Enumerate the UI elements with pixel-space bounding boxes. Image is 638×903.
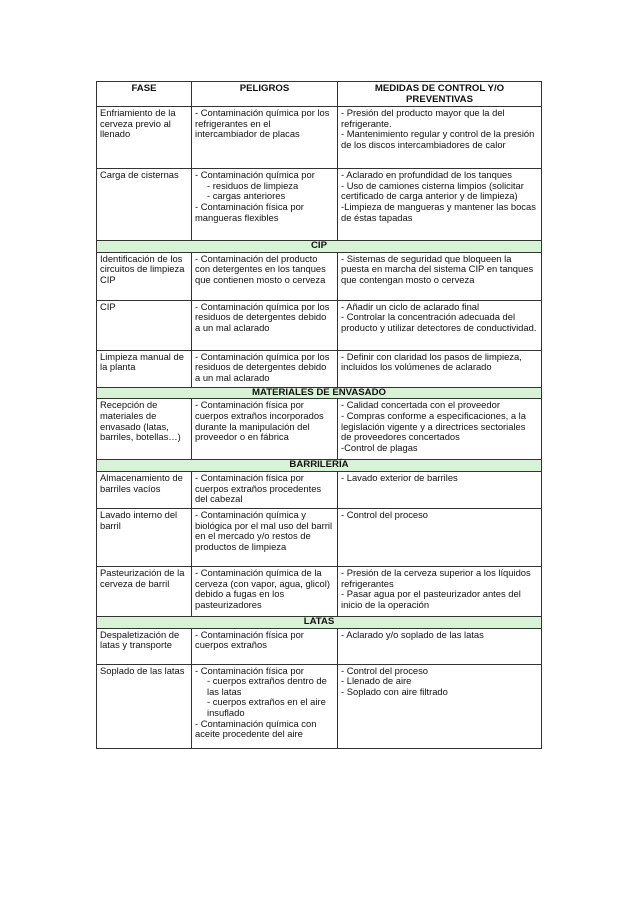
section-row <box>97 460 542 472</box>
table-row <box>97 566 542 616</box>
table-row <box>97 664 542 748</box>
table-row <box>97 508 542 566</box>
cell-peligros: - Contaminación química por los refrigerantes en el intercambiador de placas <box>192 107 338 169</box>
table-row <box>97 399 542 460</box>
table-header-row <box>97 82 542 107</box>
cell-medidas: - Añadir un ciclo de aclarado final - Controlar la concentración adecuada del producto y utilizar detectores de conductividad. <box>338 300 542 350</box>
cell-peligros: - Contaminación física por cuerpos extraños <box>192 628 338 664</box>
table-row <box>97 252 542 300</box>
cell-peligros: - Contaminación física por cuerpos extraños procedentes del cabezal <box>192 471 338 508</box>
cell-fase: Recepción de materiales de envasado (latas, barriles, botellas…) <box>97 399 192 460</box>
section-title: CIP <box>97 241 542 253</box>
cell-peligros: - Contaminación química y biológica por el mal uso del barril en el mercado y/o restos de productos de limpieza <box>192 508 338 566</box>
header-peligros: PELIGROS <box>192 82 338 107</box>
cell-peligros: - Contaminación química por los residuos de detergentes debido a un mal aclarado <box>192 300 338 350</box>
cell-peligros: - Contaminación química por los residuos de detergentes debido a un mal aclarado <box>192 350 338 387</box>
table-row <box>97 628 542 664</box>
table-row <box>97 300 542 350</box>
cell-fase: Carga de cisternas <box>97 169 192 241</box>
cell-medidas: - Sistemas de seguridad que bloqueen la puesta en marcha del sistema CIP en tanques que contengan mosto o cerveza <box>338 252 542 300</box>
cell-fase: Limpieza manual de la planta <box>97 350 192 387</box>
cell-medidas: - Aclarado en profundidad de los tanques - Uso de camiones cisterna limpios (solicitar certificado de carga anterior y de limpieza) -Limpieza de mangueras y mantener las bocas de éstas tapadas <box>338 169 542 241</box>
cell-peligros: - Contaminación química de la cerveza (con vapor, agua, glicol) debido a fugas en los pasteurizadores <box>192 566 338 616</box>
header-fase: FASE <box>97 82 192 107</box>
cell-fase: Soplado de las latas <box>97 664 192 748</box>
cell-medidas: - Presión de la cerveza superior a los líquidos refrigerantes - Pasar agua por el pasteurizador antes del inicio de la operación <box>338 566 542 616</box>
table-row <box>97 169 542 241</box>
section-title: LATAS <box>97 616 542 628</box>
table-row <box>97 107 542 169</box>
section-row <box>97 387 542 399</box>
cell-fase: Lavado interno del barril <box>97 508 192 566</box>
cell-medidas: - Lavado exterior de barriles <box>338 471 542 508</box>
table-row <box>97 471 542 508</box>
cell-medidas: - Calidad concertada con el proveedor - Compras conforme a especificaciones, a la legislación vigente y a directrices sectoriales de proveedores concertados -Control de plagas <box>338 399 542 460</box>
cell-medidas: - Presión del producto mayor que la del refrigerante. - Mantenimiento regular y control de la presión de los discos intercambiadores de calor <box>338 107 542 169</box>
cell-medidas: - Control del proceso <box>338 508 542 566</box>
section-title: MATERIALES DE ENVASADO <box>97 387 542 399</box>
section-title: BARRILERÍA <box>97 460 542 472</box>
cell-peligros: - Contaminación química por - residuos de limpieza - cargas anteriores - Contaminación física por mangueras flexibles <box>192 169 338 241</box>
cell-fase: Almacenamiento de barriles vacíos <box>97 471 192 508</box>
cell-medidas: - Aclarado y/o soplado de las latas <box>338 628 542 664</box>
cell-peligros: - Contaminación física por - cuerpos extraños dentro de las latas - cuerpos extraños en el aire insuflado - Contaminación química con aceite procedente del aire <box>192 664 338 748</box>
header-medidas: MEDIDAS DE CONTROL Y/O PREVENTIVAS <box>338 82 542 107</box>
section-row <box>97 616 542 628</box>
cell-fase: CIP <box>97 300 192 350</box>
cell-peligros: - Contaminación del producto con detergentes en los tanques que contienen mosto o cerveza <box>192 252 338 300</box>
cell-fase: Despaletización de latas y transporte <box>97 628 192 664</box>
cell-peligros: - Contaminación física por cuerpos extraños incorporados durante la manipulación del proveedor o en fábrica <box>192 399 338 460</box>
cell-medidas: - Definir con claridad los pasos de limpieza, incluidos los volúmenes de aclarado <box>338 350 542 387</box>
haccp-table <box>96 81 542 749</box>
cell-fase: Pasteurización de la cerveza de barril <box>97 566 192 616</box>
cell-fase: Enfriamiento de la cerveza previo al llenado <box>97 107 192 169</box>
cell-fase: Identificación de los circuitos de limpieza CIP <box>97 252 192 300</box>
cell-medidas: - Control del proceso - Llenado de aire - Soplado con aire filtrado <box>338 664 542 748</box>
table-row <box>97 350 542 387</box>
section-row <box>97 241 542 253</box>
